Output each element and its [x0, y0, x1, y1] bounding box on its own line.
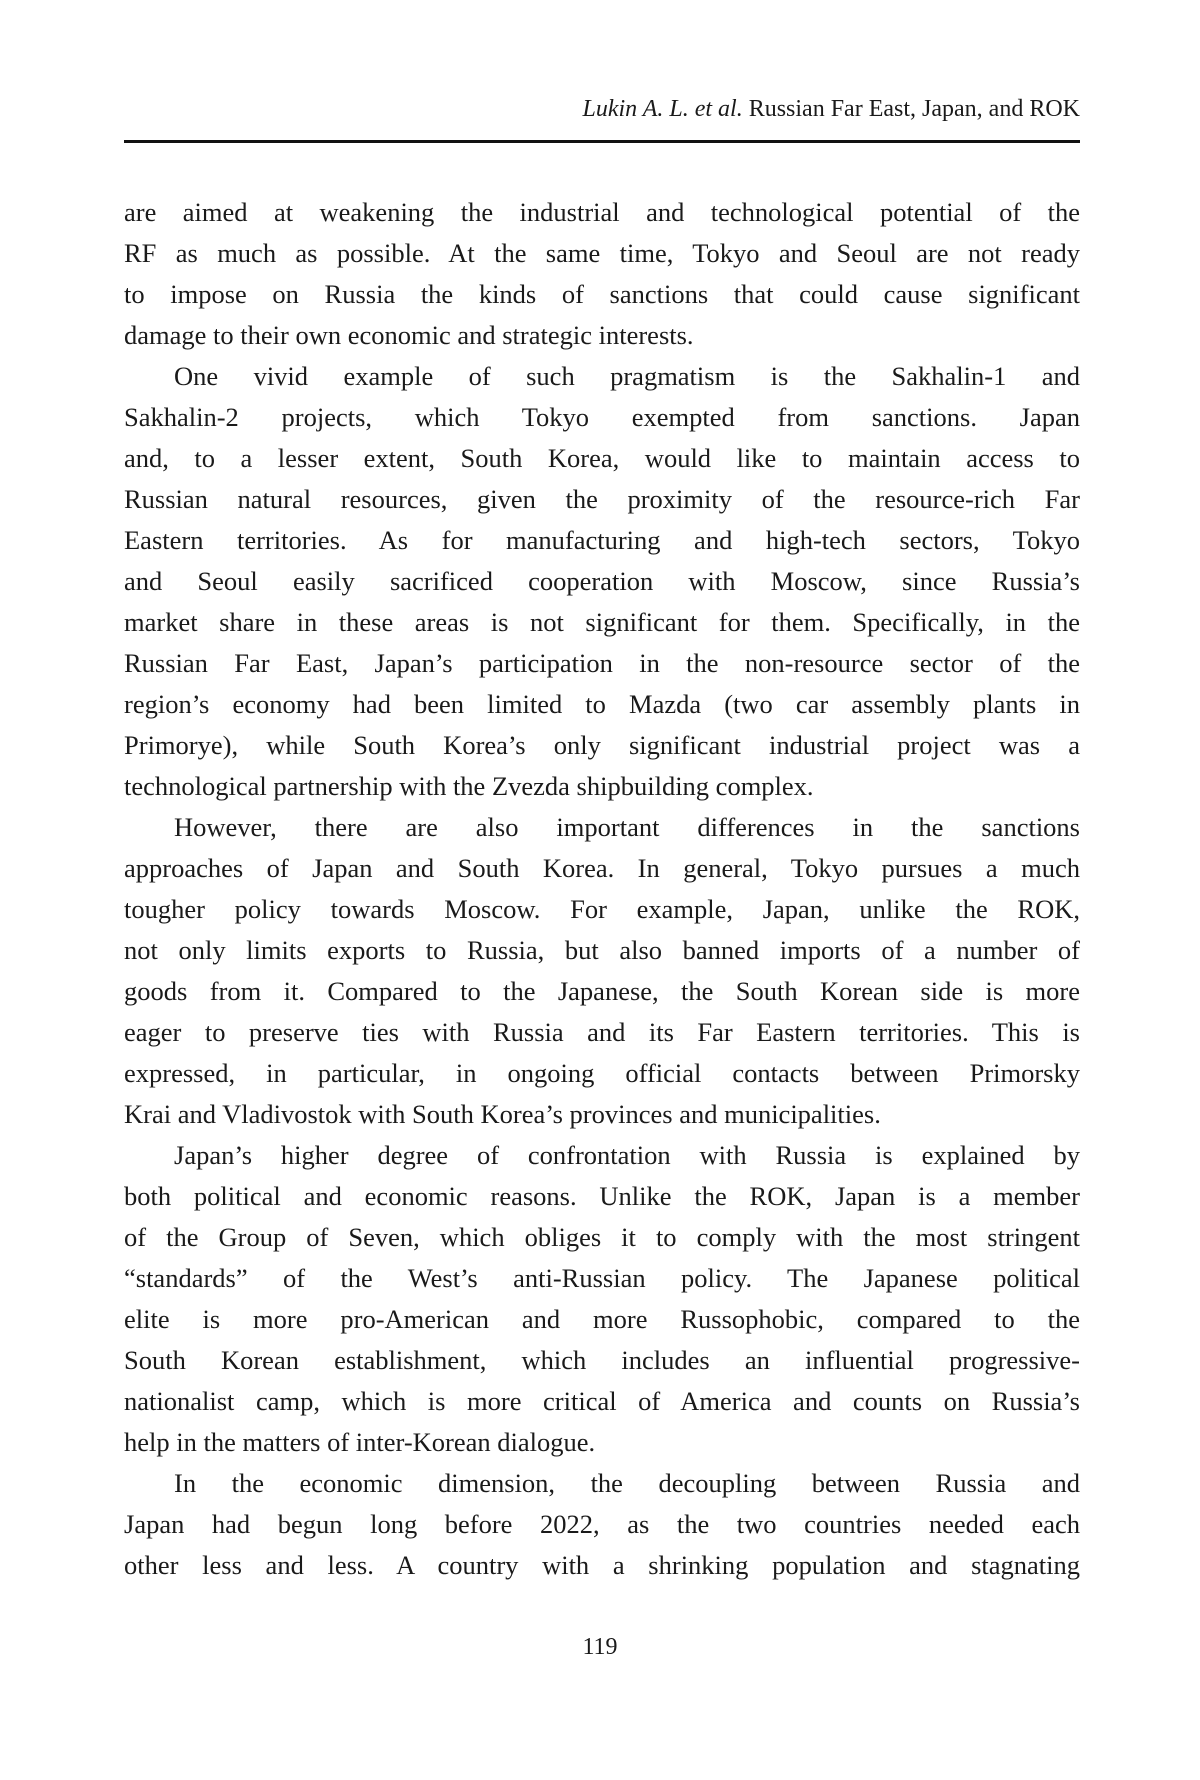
- running-header: [124, 96, 1080, 123]
- text-line: market share in these areas is not significant for them. Specifically, in the: [124, 607, 1080, 637]
- text-line: expressed, in particular, in ongoing official contacts between Primorsky: [124, 1058, 1080, 1088]
- paragraph: [124, 807, 1080, 1135]
- header-title: Russian Far East, Japan, and ROK: [748, 96, 1080, 122]
- text-line: “standards” of the West’s anti-Russian policy. The Japanese political: [124, 1263, 1080, 1293]
- text-line: Japan had begun long before 2022, as the two countries needed each: [124, 1509, 1080, 1539]
- paragraph: [124, 1463, 1080, 1586]
- text-line: However, there are also important differences in the sanctions: [174, 812, 1080, 842]
- header-rule: [124, 140, 1080, 143]
- text-line: damage to their own economic and strategic interests.: [124, 320, 694, 350]
- text-line: help in the matters of inter-Korean dialogue.: [124, 1427, 596, 1457]
- text-line: to impose on Russia the kinds of sanctions that could cause significant: [124, 279, 1080, 309]
- text-line: eager to preserve ties with Russia and its Far Eastern territories. This is: [124, 1017, 1080, 1047]
- text-line: Primorye), while South Korea’s only significant industrial project was a: [124, 730, 1080, 760]
- text-line: nationalist camp, which is more critical of America and counts on Russia’s: [124, 1386, 1080, 1416]
- text-line: of the Group of Seven, which obliges it to comply with the most stringent: [124, 1222, 1080, 1252]
- text-line: In the economic dimension, the decoupling between Russia and: [174, 1468, 1080, 1498]
- text-line: Sakhalin-2 projects, which Tokyo exempted from sanctions. Japan: [124, 402, 1080, 432]
- text-line: both political and economic reasons. Unlike the ROK, Japan is a member: [124, 1181, 1080, 1211]
- text-line: not only limits exports to Russia, but also banned imports of a number of: [124, 935, 1080, 965]
- paragraph: [124, 356, 1080, 807]
- paragraph: [124, 192, 1080, 356]
- text-line: approaches of Japan and South Korea. In general, Tokyo pursues a much: [124, 853, 1080, 883]
- text-line: Japan’s higher degree of confrontation with Russia is explained by: [174, 1140, 1080, 1170]
- text-line: South Korean establishment, which includes an influential progressive-: [124, 1345, 1080, 1375]
- text-line: tougher policy towards Moscow. For example, Japan, unlike the ROK,: [124, 894, 1080, 924]
- text-line: and Seoul easily sacrificed cooperation with Moscow, since Russia’s: [124, 566, 1080, 596]
- text-line: technological partnership with the Zvezda shipbuilding complex.: [124, 771, 814, 801]
- text-line: Russian Far East, Japan’s participation in the non-resource sector of the: [124, 648, 1080, 678]
- text-line: elite is more pro-American and more Russophobic, compared to the: [124, 1304, 1080, 1334]
- header-authors: Lukin A. L. et al.: [582, 96, 743, 122]
- paragraph: [124, 1135, 1080, 1463]
- text-line: Russian natural resources, given the proximity of the resource-rich Far: [124, 484, 1080, 514]
- text-line: RF as much as possible. At the same time, Tokyo and Seoul are not ready: [124, 238, 1080, 268]
- text-line: One vivid example of such pragmatism is the Sakhalin-1 and: [174, 361, 1080, 391]
- text-line: Eastern territories. As for manufacturing and high-tech sectors, Tokyo: [124, 525, 1080, 555]
- page-number: 119: [582, 1634, 618, 1660]
- text-line: and, to a lesser extent, South Korea, would like to maintain access to: [124, 443, 1080, 473]
- text-line: goods from it. Compared to the Japanese, the South Korean side is more: [124, 976, 1080, 1006]
- text-line: region’s economy had been limited to Mazda (two car assembly plants in: [124, 689, 1080, 719]
- text-line: other less and less. A country with a shrinking population and stagnating: [124, 1550, 1080, 1580]
- text-line: are aimed at weakening the industrial and technological potential of the: [124, 197, 1080, 227]
- body-text: [124, 192, 1080, 1586]
- text-line: Krai and Vladivostok with South Korea’s provinces and municipalities.: [124, 1099, 881, 1129]
